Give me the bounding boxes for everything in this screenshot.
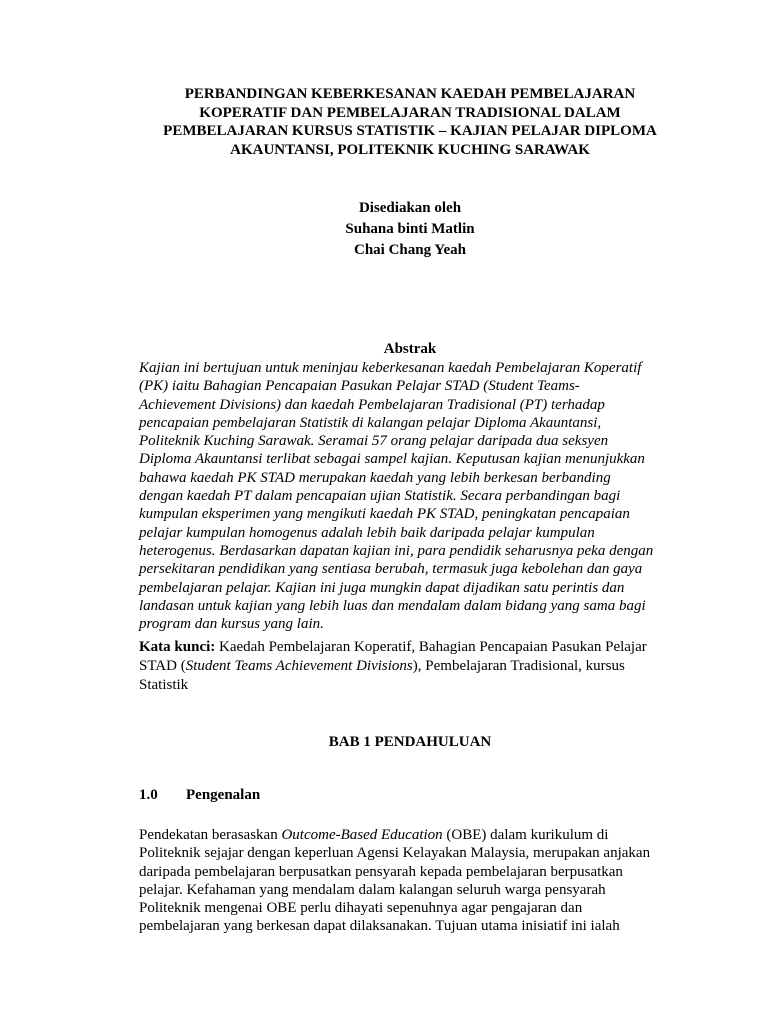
abstract-heading: Abstrak bbox=[383, 341, 437, 357]
intro-italic-text: Outcome-Based Education bbox=[281, 827, 443, 843]
intro-line bbox=[139, 826, 699, 844]
abstract-line: program dan kursus yang lain. bbox=[139, 616, 324, 633]
keywords-line: Statistik bbox=[139, 677, 189, 693]
section-number: 1.0 bbox=[139, 787, 158, 803]
paper-title bbox=[120, 85, 700, 159]
abstract-line: Kajian ini bertujuan untuk meninjau keberkesanan kaedah Pembelajaran Koperatif bbox=[139, 360, 642, 376]
section-title: Pengenalan bbox=[186, 787, 261, 803]
keywords-text: Kaedah Pembelajaran Koperatif, Bahagian Pencapaian Pasukan Pelajar bbox=[215, 639, 647, 655]
intro-line: pelajar. Kefahaman yang mendalam dalam kalangan seluruh warga pensyarah bbox=[139, 881, 606, 898]
keywords-block bbox=[139, 638, 699, 695]
keywords-italic-text: Student Teams Achievement Divisions bbox=[185, 658, 413, 674]
keywords-text: STAD ( bbox=[139, 658, 186, 674]
title-line: PERBANDINGAN KEBERKESANAN KAEDAH PEMBELAJARAN bbox=[184, 86, 636, 102]
intro-line: daripada pembelajaran berpusatkan pensyarah kepada pembelajaran berpusatkan bbox=[139, 863, 623, 880]
abstract-line: landasan untuk kajian yang lebih luas dan mendalam dalam bidang yang sama bagi bbox=[139, 597, 646, 614]
abstract-line: pelajar kumpulan homogenus adalah lebih baik daripada pelajar kumpulan bbox=[139, 524, 595, 541]
author-name: Suhana binti Matlin bbox=[345, 221, 475, 237]
prepared-by-label: Disediakan oleh bbox=[358, 200, 462, 216]
title-line: PEMBELAJARAN KURSUS STATISTIK – KAJIAN PELAJAR DIPLOMA bbox=[163, 123, 657, 139]
abstract-line: persekitaran pendidikan yang sentiasa berubah, termasuk juga kebolehan dan gaya bbox=[139, 561, 643, 578]
abstract-line: (PK) iaitu Bahagian Pencapaian Pasukan Pelajar STAD (Student Teams- bbox=[139, 378, 580, 395]
abstract-line: dengan kaedah PT dalam pencapaian ujian Statistik. Secara perbandingan bagi bbox=[139, 488, 621, 505]
intro-line: Politeknik mengenai OBE perlu dihayati sepenuhnya agar pengajaran dan bbox=[139, 900, 583, 917]
keywords-text: ), Pembelajaran Tradisional, kursus bbox=[412, 658, 625, 674]
section-heading bbox=[139, 786, 260, 804]
abstract-line: heterogenus. Berdasarkan dapatan kajian ini, para pendidik seharusnya peka dengan bbox=[139, 542, 654, 559]
abstract-line: Achievement Divisions) dan kaedah Pembelajaran Tradisional (PT) terhadap bbox=[139, 396, 605, 413]
intro-line: pembelajaran yang berkesan dapat dilaksanakan. Tujuan utama inisiatif ini ialah bbox=[139, 918, 620, 935]
author-name: Chai Chang Yeah bbox=[354, 242, 466, 258]
title-line: AKAUNTANSI, POLITEKNIK KUCHING SARAWAK bbox=[230, 141, 590, 158]
intro-text: (OBE) dalam kurikulum di bbox=[442, 827, 609, 843]
abstract-body bbox=[139, 359, 699, 633]
abstract-line: pencapaian pembelajaran Statistik di kalangan pelajar Diploma Akauntansi, bbox=[139, 414, 602, 431]
author-block bbox=[220, 198, 600, 261]
abstract-line: pembelajaran pelajar. Kajian ini juga mungkin dapat dijadikan satu perintis dan bbox=[139, 579, 625, 596]
abstract-line: bahawa kaedah PK STAD merupakan kaedah yang lebih berkesan berbanding bbox=[139, 469, 611, 486]
intro-paragraph bbox=[139, 826, 699, 936]
abstract-line: kumpulan eksperimen yang mengikuti kaedah PK STAD, peningkatan pencapaian bbox=[139, 506, 630, 523]
keywords-line bbox=[139, 657, 699, 676]
keywords-line bbox=[139, 638, 699, 657]
chapter-heading: BAB 1 PENDAHULUAN bbox=[328, 734, 492, 750]
keywords-label: Kata kunci: bbox=[139, 639, 216, 655]
intro-text: Pendekatan berasaskan bbox=[139, 827, 282, 843]
abstract-line: Diploma Akauntansi terlibat sebagai sampel kajian. Keputusan kajian menunjukkan bbox=[139, 451, 645, 468]
intro-line: Politeknik sejajar dengan keperluan Agensi Kelayakan Malaysia, merupakan anjakan bbox=[139, 845, 651, 862]
title-line: KOPERATIF DAN PEMBELAJARAN TRADISIONAL DALAM bbox=[199, 104, 621, 121]
abstract-line: Politeknik Kuching Sarawak. Seramai 57 orang pelajar daripada dua seksyen bbox=[139, 433, 609, 450]
